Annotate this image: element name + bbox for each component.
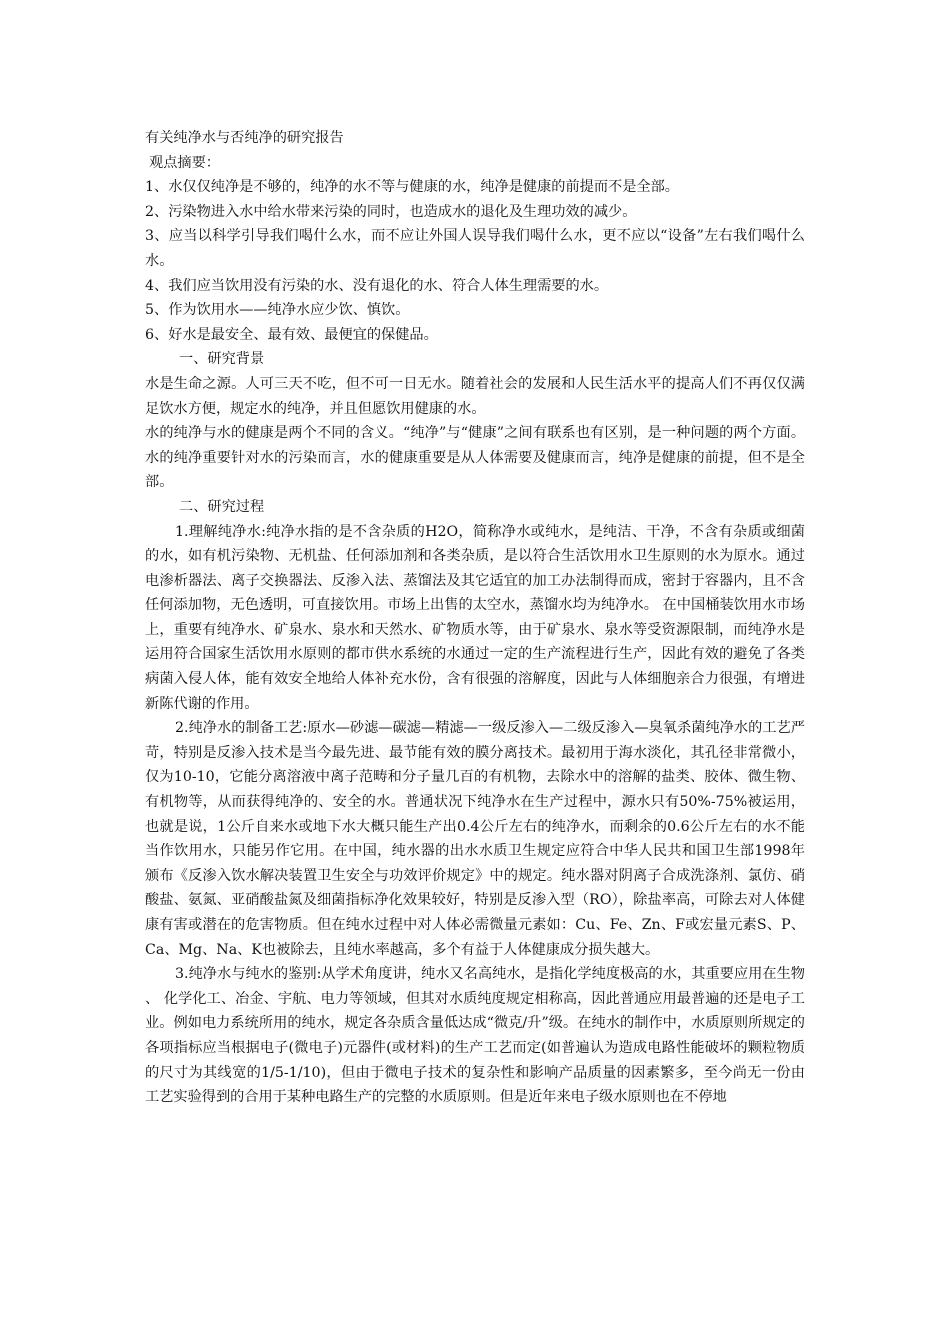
- section-heading-process: 二、研究过程: [179, 498, 265, 515]
- document-body: [145, 126, 805, 1110]
- abstract-point: 2、污染物进入水中给水带来污染的同时，也造成水的退化及生理功效的减少。: [145, 203, 637, 220]
- abstract-point: 6、好水是最安全、最有效、最便宜的保健品。: [145, 326, 438, 343]
- section-heading-background: 一、研究背景: [179, 351, 265, 368]
- document-title: 有关纯净水与否纯净的研究报告: [145, 130, 344, 146]
- body-paragraph: 2.纯净水的制备工艺:原水—砂滤—碳滤—精滤—一级反渗入—二级反渗入—臭氧杀菌纯净水的工艺严苛，特别是反渗入技术是当今最先进、最节能有效的膜分离技术。最初用于海水淡化，其孔径非常微小，仅为10-10，它能分离溶液中离子范畴和分子量几百的有机物，去除水中的溶解的盐类、胶体、微生物、有机物等，从而获得纯净的、安全的水。普通状况下纯净水在生产过程中，源水只有50%-75%被运用，也就是说，1公斤自来水或地下水大概只能生产出0.4公斤左右的纯净水，而剩余的0.6公斤左右的水不能当作饮用水，只能另作它用。在中国，纯水器的出水水质卫生规定应符合中华人民共和国卫生部1998年颁布《反渗入饮水解决装置卫生安全与功效评价规定》中的规定。纯水器对阴离子合成洗涤剂、氯仿、硝酸盐、氨氮、亚硝酸盐氮及细菌指标净化效果较好，特别是反渗入型（RO），除盐率高，可除去对人体健康有害或潜在的危害物质。但在纯水过程中对人体必需微量元素如：Cu、Fe、Zn、F或宏量元素S、P、Ca、Mg、Na、K也被除去，且纯水率越高，多个有益于人体健康成分损失越大。: [145, 720, 805, 958]
- body-paragraph: 水的纯净与水的健康是两个不同的含义。“纯净”与“健康”之间有联系也有区别，是一种问题的两个方面。水的纯净重要针对水的污染而言，水的健康重要是从人体需要及健康而言，纯净是健康的前提，但不是全部。: [145, 425, 806, 491]
- abstract-heading: 观点摘要：: [149, 154, 220, 171]
- abstract-point: 4、我们应当饮用没有污染的水、没有退化的水、符合人体生理需要的水。: [145, 277, 609, 294]
- abstract-point: 1、水仅仅纯净是不够的，纯净的水不等与健康的水，纯净是健康的前提而不是全部。: [145, 179, 679, 196]
- body-paragraph: 3.纯净水与纯水的鉴别:从学术角度讲，纯水又名高纯水，是指化学纯度极高的水，其重要应用在生物、 化学化工、冶金、宇航、电力等领域，但其对水质纯度规定相称高，因此普通应用最普遍的还是电子工业。例如电力系统所用的纯水，规定各杂质含量低达成“微克/升”级。在纯水的制作中，水质原则所规定的各项指标应当根据电子(微电子)元器件(或材料)的生产工艺而定(如普遍认为造成电路性能破坏的颗粒物质的尺寸为其线宽的1/5-1/10)，但由于微电子技术的复杂性和影响产品质量的因素繁多，至今尚无一份由工艺实验得到的合用于某种电路生产的完整的水质原则。但是近年来电子级水原则也在不停地: [145, 966, 805, 1106]
- body-paragraph: 水是生命之源。人可三天不吃，但不可一日无水。随着社会的发展和人民生活水平的提高人们不再仅仅满足饮水方便，规定水的纯净，并且但愿饮用健康的水。: [145, 375, 805, 417]
- abstract-point: 5、作为饮用水——纯净水应少饮、慎饮。: [145, 302, 410, 319]
- abstract-point: 3、应当以科学引导我们喝什么水，而不应让外国人误导我们喝什么水，更不应以“设备”左右我们喝什么水。: [145, 228, 805, 269]
- body-paragraph: 1.理解纯净水:纯净水指的是不含杂质的H2O，简称净水或纯水，是纯洁、干净，不含有杂质或细菌的水，如有机污染物、无机盐、任何添加剂和各类杂质，是以符合生活饮用水卫生原则的水为原水。通过电渗析器法、离子交换器法、反渗入法、蒸馏法及其它适宜的加工办法制得而成，密封于容器内，且不含任何添加物，无色透明，可直接饮用。市场上出售的太空水，蒸馏水均为纯净水。 在中国桶装饮用水市场上，重要有纯净水、矿泉水、泉水和天然水、矿物质水等，由于矿泉水、泉水等受资源限制，而纯净水是运用符合国家生活饮用水原则的都市供水系统的水通过一定的生产流程进行生产，因此有效的避免了各类病菌入侵人体，能有效安全地给人体补充水份，含有很强的溶解度，因此与人体细胞亲合力很强，有增进新陈代谢的作用。: [145, 523, 805, 712]
